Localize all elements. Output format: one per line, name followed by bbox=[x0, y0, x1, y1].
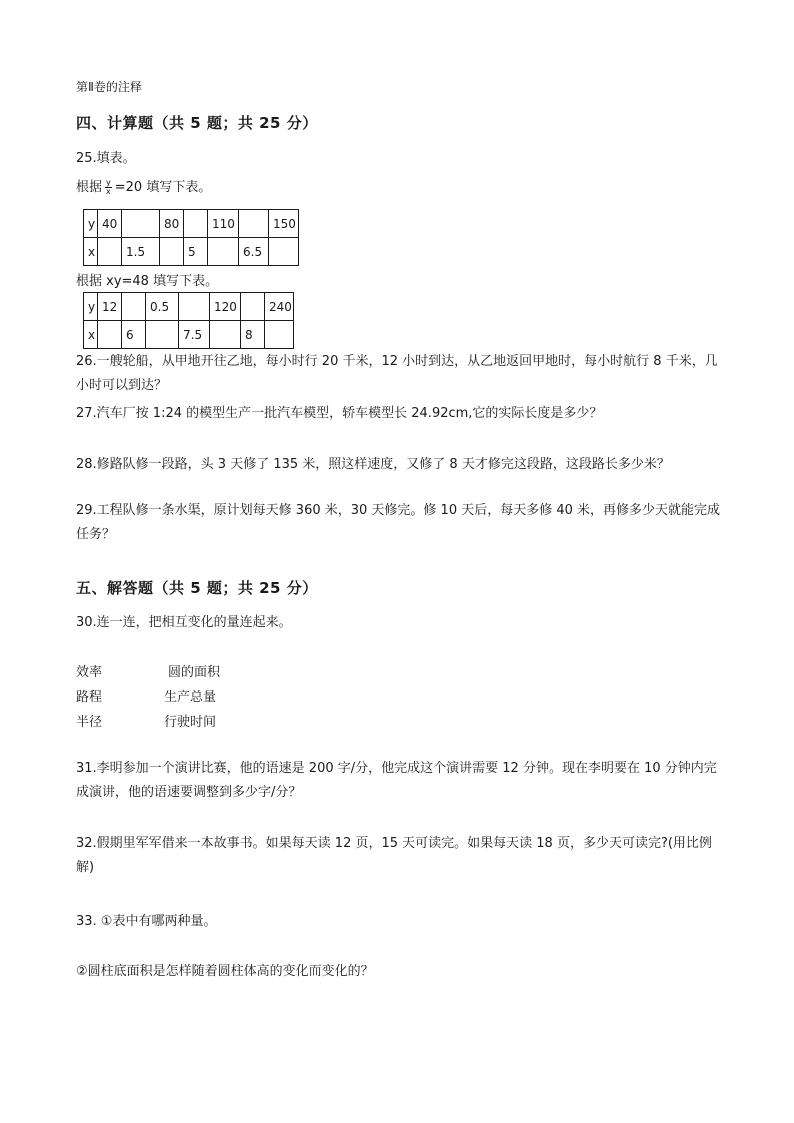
question-25-rule-2: 根据 xy=48 填写下表。 bbox=[76, 274, 219, 289]
table-row-label: y bbox=[84, 210, 98, 238]
y-over-x-fraction: $\frac{y}{x}$ bbox=[106, 178, 111, 196]
table-cell: 120 bbox=[210, 293, 241, 321]
question-27: 27.汽车厂按 1:24 的模型生产一批汽车模型，轿车模型长 24.92cm,它的实际长度是多少？ bbox=[76, 406, 603, 421]
table-cell bbox=[122, 293, 146, 321]
table-cell: 12 bbox=[98, 293, 122, 321]
question-25-title: 25.填表。 bbox=[76, 151, 136, 166]
table-cell bbox=[122, 210, 160, 238]
table-cell bbox=[184, 210, 208, 238]
question-32: 32.假期里军军借来一本故事书。如果每天读 12 页，15 天可读完。如果每天读 18 页，多少天可读完?(用比例解) bbox=[76, 836, 712, 875]
value-table-1 bbox=[83, 209, 299, 266]
table-cell bbox=[241, 293, 265, 321]
table-cell bbox=[160, 238, 184, 266]
table-cell: 7.5 bbox=[179, 321, 210, 349]
table-row bbox=[84, 321, 294, 349]
table-cell bbox=[146, 321, 179, 349]
rule-1-prefix: 根据 bbox=[76, 180, 103, 195]
table-cell bbox=[239, 210, 269, 238]
question-29: 29.工程队修一条水渠，原计划每天修 360 米，30 天修完。修 10 天后，每天多修 40 米，再修多少天就能完成任务？ bbox=[76, 503, 721, 542]
question-31: 31.李明参加一个演讲比赛，他的语速是 200 字/分，他完成这个演讲需要 12 分钟。现在李明要在 10 分钟内完成演讲，他的语速要调整到多少字/分？ bbox=[76, 761, 717, 800]
question-28: 28.修路队修一段路，头 3 天修了 135 米，照这样速度，又修了 8 天才修完这段路，这段路长多少米？ bbox=[76, 457, 670, 472]
table-cell: 6.5 bbox=[239, 238, 269, 266]
match-left-item: 效率 bbox=[76, 665, 103, 680]
header-note: 第Ⅱ卷的注释 bbox=[76, 80, 142, 94]
table-cell: 80 bbox=[160, 210, 184, 238]
table-cell bbox=[179, 293, 210, 321]
table-cell bbox=[98, 238, 122, 266]
table-cell: 5 bbox=[184, 238, 208, 266]
table-cell bbox=[269, 238, 299, 266]
table-cell bbox=[208, 238, 239, 266]
table-row bbox=[84, 293, 294, 321]
question-26: 26.一艘轮船，从甲地开往乙地，每小时行 20 千米，12 小时到达，从乙地返回甲地时，每小时航行 8 千米，几小时可以到达？ bbox=[76, 354, 718, 393]
table-cell: 8 bbox=[241, 321, 265, 349]
question-30: 30.连一连，把相互变化的量连起来。 bbox=[76, 615, 292, 630]
rule-1-suffix: =20 填写下表。 bbox=[114, 180, 212, 195]
question-25-rule-1 bbox=[76, 176, 211, 196]
value-table-2 bbox=[83, 292, 294, 349]
question-33-part-1: 33. ①表中有哪两种量。 bbox=[76, 914, 217, 929]
table-cell: 240 bbox=[265, 293, 294, 321]
table-row-label: y bbox=[84, 293, 98, 321]
match-left-item: 路程 bbox=[76, 690, 103, 705]
match-left-item: 半径 bbox=[76, 715, 103, 730]
table-row-label: x bbox=[84, 238, 98, 266]
question-33-part-2: ②圆柱底面积是怎样随着圆柱体高的变化而变化的？ bbox=[76, 964, 374, 979]
table-cell: 110 bbox=[208, 210, 239, 238]
table-row bbox=[84, 210, 299, 238]
table-cell: 150 bbox=[269, 210, 299, 238]
table-cell bbox=[210, 321, 241, 349]
table-cell: 40 bbox=[98, 210, 122, 238]
table-cell: 1.5 bbox=[122, 238, 160, 266]
table-cell bbox=[265, 321, 294, 349]
match-right-item: 圆的面积 bbox=[168, 665, 221, 680]
match-right-item: 生产总量 bbox=[164, 690, 217, 705]
section-4-title: 四、计算题（共 5 题；共 25 分） bbox=[76, 114, 318, 132]
table-row bbox=[84, 238, 299, 266]
table-row-label: x bbox=[84, 321, 98, 349]
match-right-item: 行驶时间 bbox=[164, 715, 217, 730]
section-5-title: 五、解答题（共 5 题；共 25 分） bbox=[76, 579, 318, 597]
table-cell: 0.5 bbox=[146, 293, 179, 321]
table-cell: 6 bbox=[122, 321, 146, 349]
table-cell bbox=[98, 321, 122, 349]
